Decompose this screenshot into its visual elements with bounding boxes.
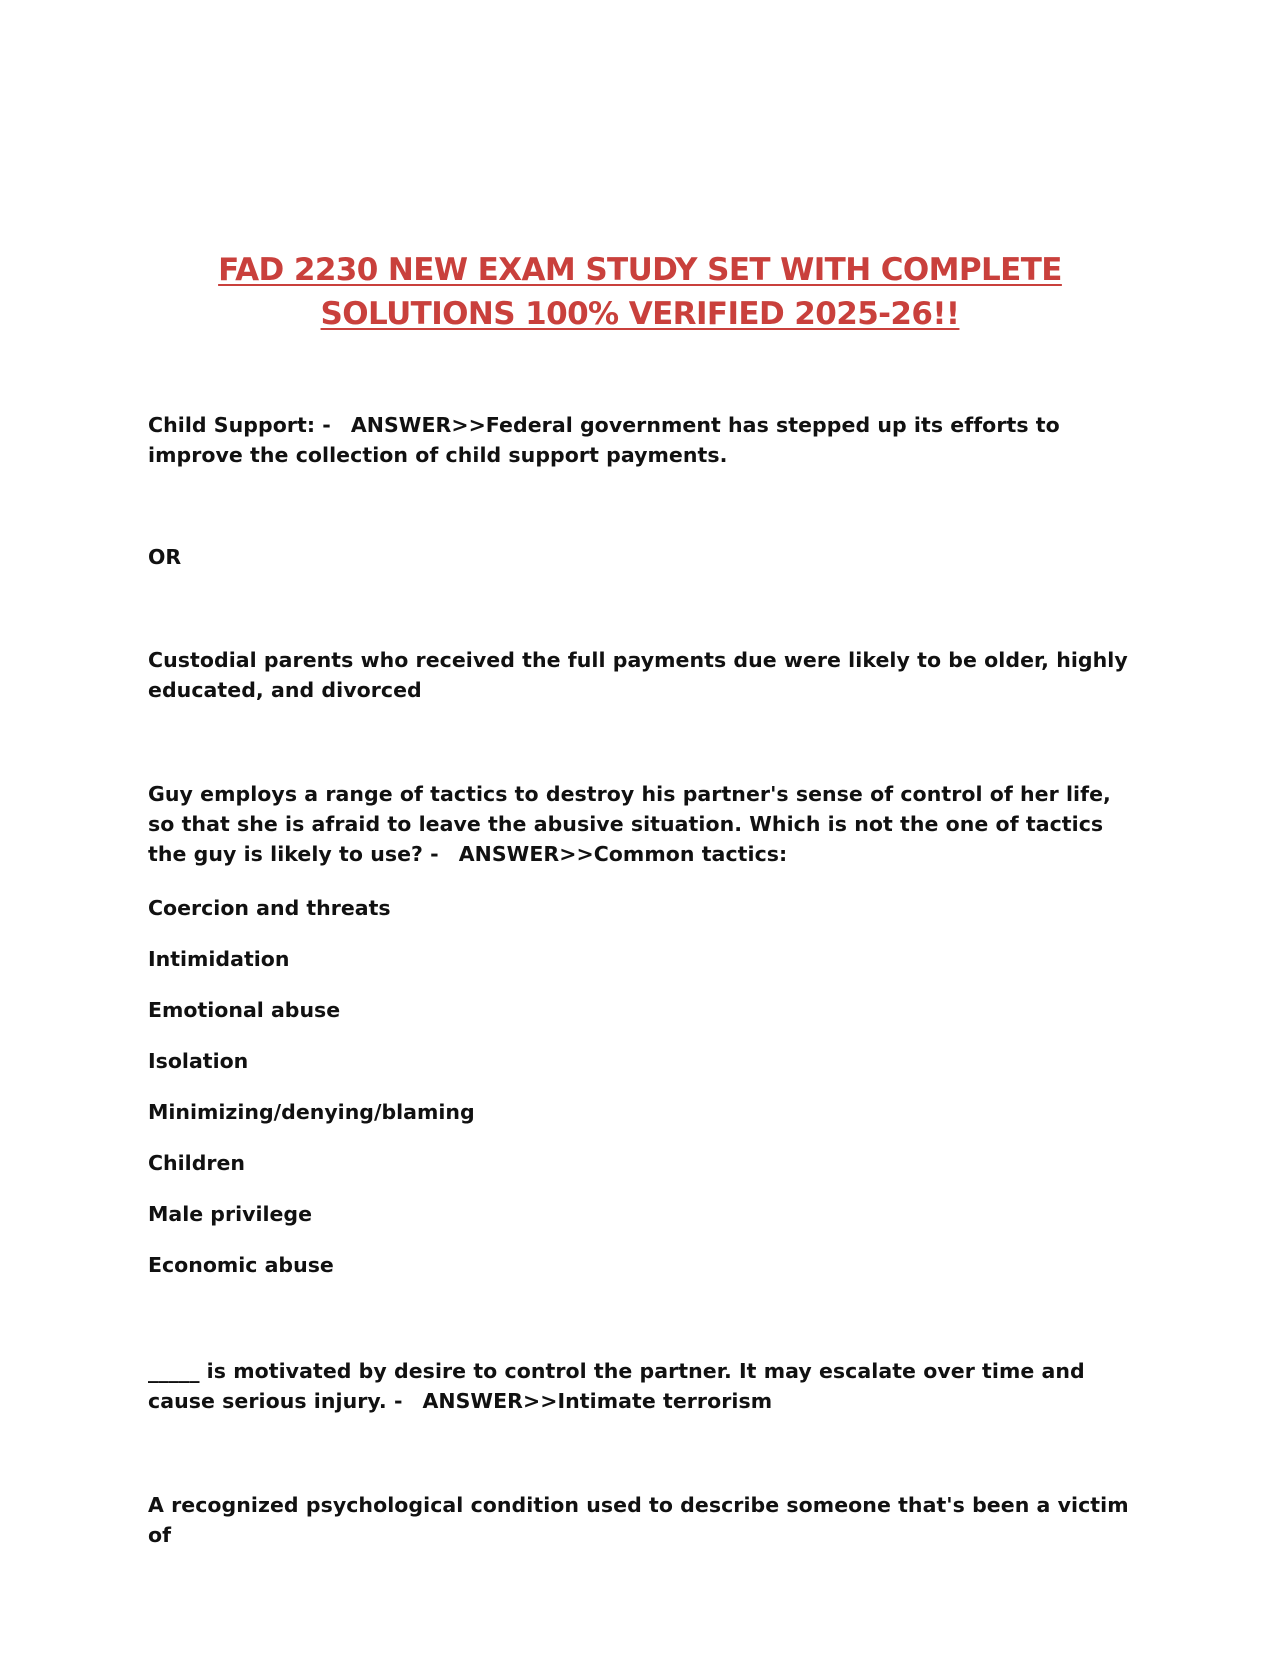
answer-text: ANSWER>>Common tactics: [458, 842, 788, 866]
answer-text: ANSWER>>Federal government has stepped up its efforts to improve the collection of child support payments. [148, 413, 1060, 467]
or-label: OR [148, 545, 182, 569]
question-text: Child Support: - [148, 413, 331, 437]
tactic-item: Children [148, 1151, 245, 1175]
qa-partial-question: A recognized psychological condition used to describe someone that's been a victim of [148, 1493, 1129, 1547]
tactic-item: Coercion and threats [148, 896, 391, 920]
tactic-item: Isolation [148, 1049, 249, 1073]
tactic-item: Emotional abuse [148, 998, 341, 1022]
qa-alternative-answer: Custodial parents who received the full payments due were likely to be older, highly educated, and divorced [148, 648, 1128, 702]
question-text: _____ is motivated by desire to control the partner. It may escalate over time and cause serious injury. - [148, 1359, 1085, 1413]
tactic-item: Minimizing/denying/blaming [148, 1100, 475, 1124]
qa-intimate-terrorism [148, 1356, 1138, 1416]
qa-child-support [148, 410, 1138, 470]
qa-abuse-tactics [148, 779, 1138, 869]
title-line-1: FAD 2230 NEW EXAM STUDY SET WITH COMPLETE [218, 252, 1062, 288]
tactic-item: Economic abuse [148, 1253, 334, 1277]
tactic-item: Male privilege [148, 1202, 313, 1226]
document-title [140, 248, 1140, 336]
title-line-2: SOLUTIONS 100% VERIFIED 2025-26!! [320, 296, 960, 332]
answer-text: ANSWER>>Intimate terrorism [422, 1389, 773, 1413]
question-text: Guy employs a range of tactics to destroy his partner's sense of control of her life, so that she is afraid to leave the abusive situation. Which is not the one of tactics the guy is likely to use? - [148, 782, 1111, 866]
tactic-item: Intimidation [148, 947, 290, 971]
